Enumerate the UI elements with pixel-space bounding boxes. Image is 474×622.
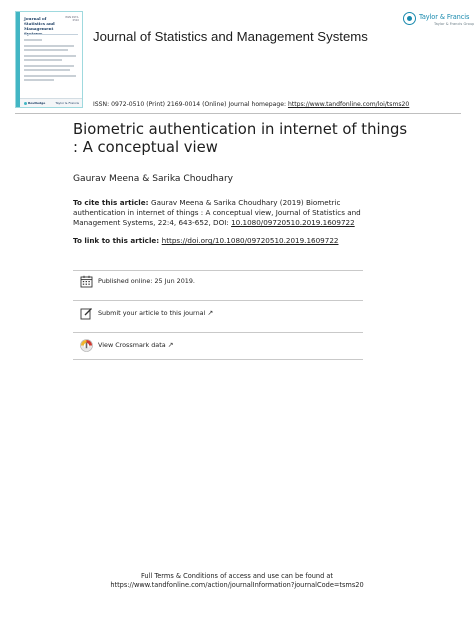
cite-label: To cite this article:: [73, 198, 151, 207]
cover-badge: Taylor & Francis: [55, 101, 79, 105]
journal-homepage-link[interactable]: https://www.tandfonline.com/loi/tsms20: [287, 101, 410, 108]
pencil-icon: [79, 306, 93, 320]
cover-text-line: [24, 55, 76, 57]
cover-publisher-logo: Routledge: [24, 101, 45, 105]
link-label: To link to this article:: [73, 236, 162, 245]
section-divider: [73, 300, 363, 301]
issn-line: [93, 101, 409, 108]
cite-doi-link[interactable]: 10.1080/09720510.2019.1609722: [231, 217, 355, 227]
section-divider: [73, 359, 363, 360]
cover-footer: [20, 98, 82, 107]
publisher-subtitle: Taylor & Francis Group: [434, 22, 474, 26]
crossmark-icon: [79, 338, 93, 352]
cover-text-line: [24, 45, 74, 47]
cover-text-line: [24, 49, 68, 51]
publisher-logo: [403, 11, 474, 35]
crossmark-link[interactable]: [79, 338, 174, 352]
cover-text-line: [24, 39, 42, 41]
published-online-row: [79, 274, 195, 288]
cover-band: [16, 12, 20, 107]
publisher-logo-icon: [403, 12, 416, 25]
citation-block: [73, 198, 393, 227]
cover-text-line: [24, 69, 70, 71]
external-link-icon: ↗: [167, 341, 174, 349]
header-divider: [15, 113, 461, 114]
cover-text-line: [24, 65, 74, 67]
terms-link[interactable]: https://www.tandfonline.com/action/journalInformation?journalCode=tsms20: [110, 581, 364, 589]
terms-text: Full Terms & Conditions of access and use can be found at: [140, 572, 334, 580]
section-divider: [73, 332, 363, 333]
calendar-icon: [79, 274, 93, 288]
cover-journal-name: Journal of Statistics and Management: [24, 16, 55, 31]
section-divider: [73, 270, 363, 271]
cover-text-line: [24, 79, 54, 81]
cover-text-line: [24, 75, 76, 77]
doi-link[interactable]: https://doi.org/10.1080/09720510.2019.1609722: [161, 236, 339, 245]
cover-text-line: [24, 59, 62, 61]
article-title: Biometric authentication in internet of things : A conceptual view: [73, 121, 408, 156]
link-to-article: [73, 236, 338, 245]
cover-issn: ISSN 0972-0510: [65, 16, 79, 22]
terms-footer: [0, 572, 474, 590]
journal-title: Journal of Statistics and Management Systems: [93, 29, 368, 44]
article-authors: Gaurav Meena & Sarika Choudhary: [73, 174, 234, 184]
crossmark-label: View Crossmark data: [98, 341, 166, 349]
submit-article-label: Submit your article to this journal: [98, 309, 206, 317]
external-link-icon: ↗: [207, 309, 214, 317]
journal-cover-thumbnail: [15, 11, 83, 108]
published-date: Published online: 25 Jun 2019.: [98, 277, 195, 285]
cover-divider: [24, 34, 78, 35]
issn-text: ISSN: 0972-0510 (Print) 2169-0014 (Online) Journal homepage:: [93, 101, 288, 108]
submit-article-link[interactable]: [79, 306, 213, 320]
cite-text: Gaurav Meena & Sarika Choudhary (2019) Biometric authentication in internet of things : A conceptual view, Journal of Statistics and Management Systems, 22:4, 643-652, DOI:: [73, 198, 361, 227]
publisher-name: Taylor & Francis: [419, 13, 470, 21]
